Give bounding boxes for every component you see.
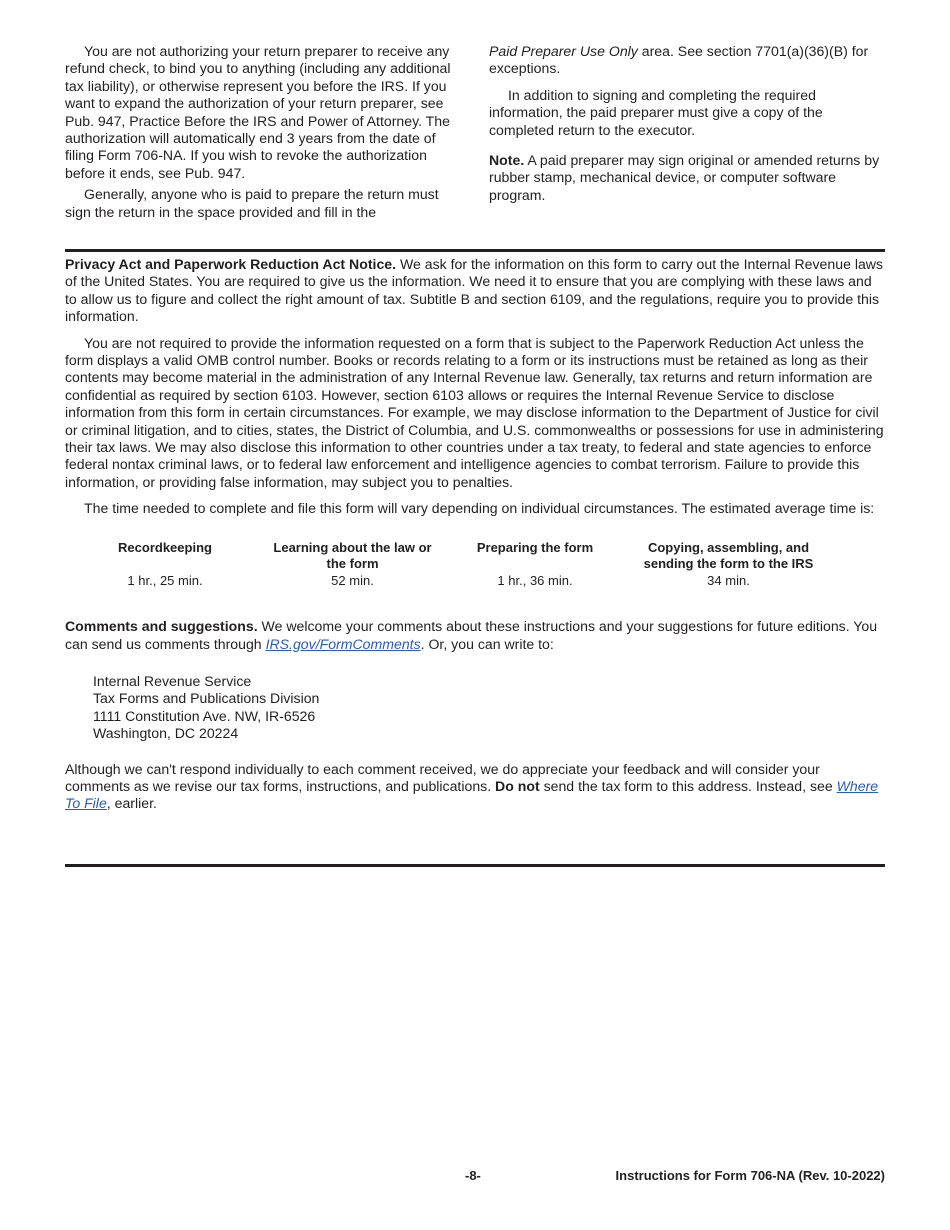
page-number: -8- (465, 1168, 481, 1183)
preparer-authorization-paragraph: You are not authorizing your return preparer to receive any refund check, to bind you to anything (including any additional tax liability), or otherwise represent you before the IRS. If you want to expand the authorization of your return preparer, see Pub. 947, Practice Before the IRS and Power of Attorney. The authorization will automatically end 3 years from the date of filing Form 706-NA. If you wish to revoke the authorization before it ends, see Pub. 947. (65, 43, 451, 181)
form-comments-link[interactable]: IRS.gov/FormComments (265, 635, 421, 652)
left-column (65, 43, 457, 221)
closing-text-mid: send the tax form to this address. Instead, see (539, 778, 837, 795)
privacy-notice-paragraph (65, 256, 885, 326)
table-cell: 1 hr., 36 min. (497, 572, 573, 588)
closing-text-end: , earlier. (106, 795, 157, 812)
address-line: 1111 Constitution Ave. NW, IR-6526 (93, 707, 316, 724)
closing-text: Although we can't respond individually to each comment received, we do appreciate your feedback and will consider your comments as we revise our tax forms, instructions, and publications. (65, 760, 820, 795)
do-not-emphasis: Do not (495, 778, 540, 795)
mailing-address (93, 673, 885, 743)
table-cell: 52 min. (331, 572, 374, 588)
closing-paragraph (65, 761, 885, 813)
table-header: Recordkeeping (118, 539, 212, 555)
comments-text: We welcome your comments about these instructions and your suggestions for future editions. You can send us comments through (65, 618, 878, 652)
comments-heading: Comments and suggestions. (65, 618, 258, 635)
estimated-time-paragraph: The time needed to complete and file this form will vary depending on individual circumstances. The estimated average time is: (84, 500, 875, 517)
table-cell: 34 min. (707, 572, 750, 588)
paperwork-reduction-paragraph: You are not required to provide the information requested on a form that is subject to the Paperwork Reduction Act unless the form displays a valid OMB control number. Books or records relating to a form or its instructions must be retained as long as their contents may become material in the administration of any Internal Revenue law. Generally, tax returns and return information are confidential as required by section 6103. However, section 6103 allows or requires the Internal Revenue Service to disclose information from this form in certain circumstances. For example, we may disclose information to the Department of Justice for civil or criminal litigation, and to cities, states, the District of Columbia, and U.S. commonwealths or possessions for use in administering their tax laws. We may also disclose this information to other countries under a tax treaty, to federal and state agencies to enforce federal nontax criminal laws, or to federal law enforcement and intelligence agencies to combat terrorism. Failure to provide this information, or providing false information, may subject you to penalties. (65, 334, 884, 490)
privacy-heading: Privacy Act and Paperwork Reduction Act Notice. (65, 256, 397, 272)
paid-preparer-continuation (489, 43, 885, 78)
privacy-text: We ask for the information on this form to carry out the Internal Revenue laws of the United States. You are required to give us the information. We need it to ensure that you are complying with these laws and to allow us to figure and collect the right amount of tax. Subtitle B and section 6109, and the regulations, require you to provide this information. (65, 256, 884, 325)
executor-copy-paragraph: In addition to signing and completing the required information, the paid preparer must give a copy of the completed return to the executor. (489, 86, 823, 138)
right-column (489, 43, 885, 204)
table-header: Copying, assembling, and sending the form to the IRS (643, 539, 814, 572)
section-divider-top (65, 249, 885, 252)
address-line: Washington, DC 20224 (93, 725, 239, 742)
address-line: Internal Revenue Service (93, 673, 252, 689)
paid-preparer-continuation-text: area. See section 7701(a)(36)(B) for exceptions. (489, 43, 869, 77)
estimated-time-table (65, 540, 827, 590)
table-row (65, 573, 827, 590)
paid-preparer-paragraph: Generally, anyone who is paid to prepare the return must sign the return in the space provided and fill in the (65, 186, 439, 220)
table-header: Learning about the law or the form (273, 539, 432, 572)
address-line: Tax Forms and Publications Division (93, 690, 320, 707)
comments-text-end: . Or, you can write to: (420, 635, 554, 652)
where-to-file-link[interactable]: Where To File (65, 778, 879, 812)
table-header: Preparing the form (476, 539, 594, 555)
section-divider-bottom (65, 864, 885, 867)
table-header-row (65, 540, 827, 573)
paid-preparer-area-label: Paid Preparer Use Only (489, 43, 638, 59)
table-cell: 1 hr., 25 min. (127, 572, 203, 588)
note-paragraph (489, 152, 885, 204)
note-text: A paid preparer may sign original or amended returns by rubber stamp, mechanical device, or computer software program. (489, 152, 880, 203)
note-label: Note. (489, 152, 525, 169)
comments-paragraph (65, 618, 885, 653)
main-content (65, 256, 885, 813)
document-title: Instructions for Form 706-NA (Rev. 10-2022) (615, 1168, 885, 1183)
